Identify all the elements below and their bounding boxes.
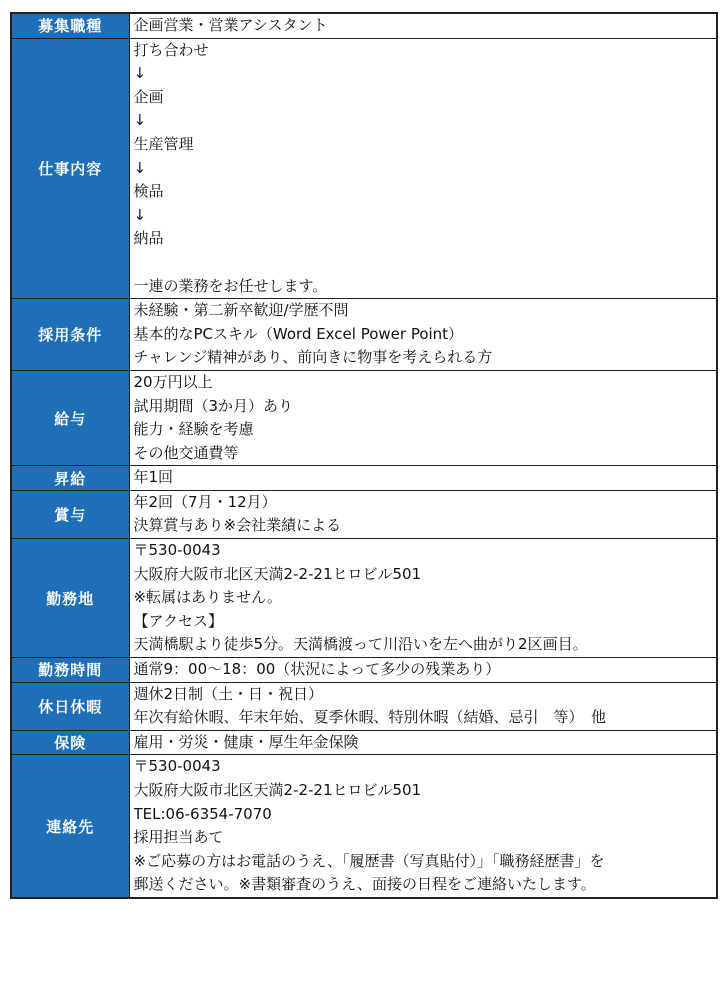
row-label: 給与 — [11, 370, 129, 465]
row-label: 賞与 — [11, 490, 129, 538]
value-line: ※ご応募の方はお電話のうえ、「履歴書（写真貼付）」「職務経歴書」を — [133, 851, 605, 870]
value-line: その他交通費等 — [133, 443, 239, 462]
value-line: 通常9：00～18：00（状況によって多少の残業あり） — [133, 660, 501, 679]
row-label: 募集職種 — [11, 13, 129, 38]
table-row-bonus — [11, 490, 717, 538]
value-line: 20万円以上 — [133, 372, 213, 391]
row-label: 昇給 — [11, 466, 129, 491]
row-label: 休日休暇 — [11, 682, 129, 730]
job-listing-table — [10, 12, 718, 899]
value-line: 一連の業務をお任せします。 — [133, 276, 328, 295]
table-row-holidays — [11, 682, 717, 730]
value-line: 【アクセス】 — [133, 611, 224, 630]
value-line: 〒530-0043 — [133, 541, 221, 560]
value-line: 納品 — [133, 229, 164, 248]
value-line: 大阪府大阪市北区天満2-2-21ヒロビル501 — [133, 564, 422, 583]
row-label: 仕事内容 — [11, 38, 129, 299]
value-line: ↓ — [133, 205, 147, 224]
row-label: 勤務時間 — [11, 658, 129, 683]
value-line: 企画営業・営業アシスタント — [133, 16, 328, 34]
value-line: 年2回（7月・12月） — [133, 492, 277, 511]
value-line: 大阪府大阪市北区天満2-2-21ヒロビル501 — [133, 781, 422, 799]
row-value — [129, 13, 717, 38]
row-value — [129, 658, 717, 683]
value-line: チャレンジ精神があり、前向きに物事を考えられる方 — [133, 348, 493, 367]
value-line: ↓ — [133, 64, 147, 83]
row-label: 勤務地 — [11, 539, 129, 658]
table-row-job-type — [11, 13, 717, 38]
value-line: 試用期間（3か月）あり — [133, 396, 294, 415]
value-line: 年次有給休暇、年末年始、夏季休暇、特別休暇（結婚、忌引 等） 他 — [133, 708, 607, 727]
job-listing-body — [11, 13, 717, 898]
value-line: 雇用・労災・健康・厚生年金保険 — [133, 732, 359, 751]
value-line: 能力・経験を考慮 — [133, 420, 254, 439]
value-line: 年1回 — [133, 468, 174, 487]
value-line: 採用担当あて — [133, 828, 224, 847]
value-line: 基本的なPCスキル（Word Excel Power Point） — [133, 324, 464, 343]
value-line: TEL:06-6354-7070 — [133, 804, 272, 823]
value-line: 未経験・第二新卒歓迎/学歴不問 — [133, 301, 349, 320]
row-label: 採用条件 — [11, 299, 129, 371]
row-value — [129, 38, 717, 299]
value-line: 生産管理 — [133, 134, 194, 153]
value-line: 決算賞与あり※会社業績による — [133, 516, 342, 535]
value-line: 郵送ください。※書類審査のうえ、面接の日程をご連絡いたします。 — [133, 875, 596, 894]
value-line: ※転属はありません。 — [133, 588, 282, 607]
row-value — [129, 730, 717, 755]
row-value — [129, 755, 717, 898]
value-line: 〒530-0043 — [133, 757, 221, 776]
row-value — [129, 682, 717, 730]
value-line: 週休2日制（土・日・祝日） — [133, 684, 324, 703]
table-row-job-description — [11, 38, 717, 299]
table-row-insurance — [11, 730, 717, 755]
table-row-work-location — [11, 539, 717, 658]
row-label: 連絡先 — [11, 755, 129, 898]
table-row-contact — [11, 755, 717, 898]
value-line: 打ち合わせ — [133, 40, 209, 59]
value-line: 天満橋駅より徒歩5分。天満橋渡って川沿いを左へ曲がり2区画目。 — [133, 635, 588, 654]
row-value — [129, 370, 717, 465]
row-value — [129, 299, 717, 371]
row-label: 保険 — [11, 730, 129, 755]
value-line: ↓ — [133, 158, 147, 177]
row-value — [129, 466, 717, 491]
row-value — [129, 539, 717, 658]
table-row-requirements — [11, 299, 717, 371]
value-line: 企画 — [133, 87, 164, 106]
table-row-working-hours — [11, 658, 717, 683]
value-line: 検品 — [133, 182, 164, 201]
row-value — [129, 490, 717, 538]
table-row-raise — [11, 466, 717, 491]
table-row-salary — [11, 370, 717, 465]
value-line — [134, 251, 717, 275]
value-line: ↓ — [133, 111, 147, 130]
